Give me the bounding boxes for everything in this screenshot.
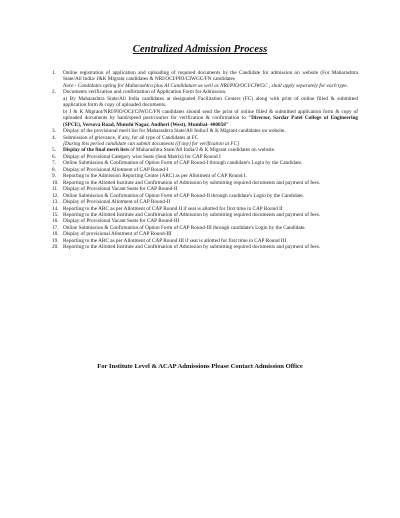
- step-text: Online Submission & Confirmation of Option Form of CAP Round-III through candidate's Login by the Candidate.: [63, 224, 306, 231]
- admission-step: [52, 109, 358, 128]
- step-text: Reporting to the Allotted Institute and Confirmation of Admission by submitting required documents and payment of fees.: [63, 211, 321, 218]
- step-text: Reporting to the ARC as per Allotment of CAP Round II if seat is allotted for first time in CAP Round II: [63, 205, 283, 212]
- step-text: Display of Provisional Category wise Seats (Seat Matrix) for CAP Round I: [63, 153, 221, 160]
- step-text: Reporting to the Allotted Institute and Confirmation of Admission by submitting required documents and payment of fees.: [63, 179, 321, 186]
- step-text: Online Submission & Confirmation of Option Form of CAP Round-I through candidate's Login by the Candidate.: [63, 160, 303, 167]
- step-number: 20.: [52, 244, 59, 251]
- page-title: Centralized Admission Process: [132, 44, 268, 55]
- step-text: Reporting to the ARC as per Allotment of CAP Round III if seat is allotted for first time in CAP Round III: [63, 237, 287, 244]
- admission-step: [52, 244, 358, 250]
- step-text: Reporting to the Admission Reporting Centre (ARC) as per Allotment of CAP Round I.: [63, 173, 247, 180]
- step-number: 12.: [52, 192, 59, 199]
- step-number: 3.: [52, 128, 56, 135]
- step-text: b) J & K Migrant/NRI/PIO/OCI/CIWGC/FN candidates should send the print of online filled & submitted application form & copy of uploaded documents by hand/speed post/courier for verification & confirmation to: [63, 108, 358, 122]
- step-text: Display of provisional Allotment of CAP Round-III: [63, 231, 172, 238]
- step-note: [During this period candidate can submit documents (if any) for verification at FC]: [63, 140, 240, 147]
- step-text: Online Submission & Confirmation of Option Form of CAP Round-II through candidate's Login by the Candidate.: [63, 192, 305, 199]
- step-number: 2.: [52, 89, 56, 96]
- step-text: a) By Maharashtra State/All India candidates at designated Facilitation Centers (FC) along with print of online filled & submitted application form & copy of uploaded documents.: [63, 95, 358, 109]
- step-text: Display of Provisional Vacant Seats for CAP Round-III: [63, 218, 180, 225]
- step-text: Display of Provisional Allotment of CAP Round-I: [63, 166, 169, 173]
- step-number: 5.: [52, 147, 56, 154]
- step-number: 8.: [52, 166, 56, 173]
- step-number: 14.: [52, 205, 59, 212]
- step-number: 13.: [52, 199, 59, 206]
- step-bold-lead: Display of the final merit lists: [63, 147, 130, 154]
- step-number: 17.: [52, 224, 59, 231]
- admission-step-list: [52, 70, 358, 251]
- step-bold-address: "Director, Sardar Patel College of Engineering (SPCE), Versova Road, Munshi Nagar, Andheri (West), Mumbai- 400058": [63, 115, 359, 128]
- step-note: Note:- Candidates opting for Maharashtra plus AI Candidature as well as NRI/PIO/OCI/CIWGC , shall apply separately for each type.: [63, 82, 348, 89]
- step-number: 4.: [52, 134, 56, 141]
- step-number: 18.: [52, 231, 59, 238]
- step-text: Display of the provisional merit list for Maharashtra State/All India/J & K Migrant candidates on website.: [63, 128, 286, 135]
- step-number: 6.: [52, 153, 56, 160]
- step-number: 15.: [52, 211, 59, 218]
- admission-step: [52, 135, 358, 148]
- step-text: of Maharashtra State/All India/J & K Migrant candidates on website.: [130, 147, 276, 154]
- step-text: Submission of grievance, if any, for all type of Candidates at FC: [63, 134, 199, 141]
- admission-step: [52, 96, 358, 109]
- step-number: 11.: [52, 186, 59, 193]
- step-text: Display of Provisional Vacant Seats for CAP Round-II: [63, 186, 178, 193]
- step-text: Documents verification and confirmation of Application Form for Admission.: [63, 89, 227, 96]
- step-number: 7.: [52, 160, 56, 167]
- admission-step: [52, 70, 358, 89]
- step-text: Reporting to the Allotted Institute and Confirmation of Admission by submitting required documents and payment of fees.: [63, 244, 321, 251]
- step-text: Online registration of application and uploading of required documents by the Candidate for admission on website (For Maharashtra State/All India/ J&K Migrant candidates & NRI/OCI/PIO/CIWGC/FN candidates: [63, 70, 358, 83]
- step-text: Display of Provisional Allotment of CAP Round-II: [63, 199, 171, 206]
- step-number: 16.: [52, 218, 59, 225]
- step-number: 19.: [52, 237, 59, 244]
- step-number: 9.: [52, 173, 56, 180]
- step-number: 10.: [52, 179, 59, 186]
- footer-note: For Institute Level & ACAP Admissions Please Contact Admission Office: [97, 363, 303, 370]
- step-number: 1.: [52, 70, 56, 76]
